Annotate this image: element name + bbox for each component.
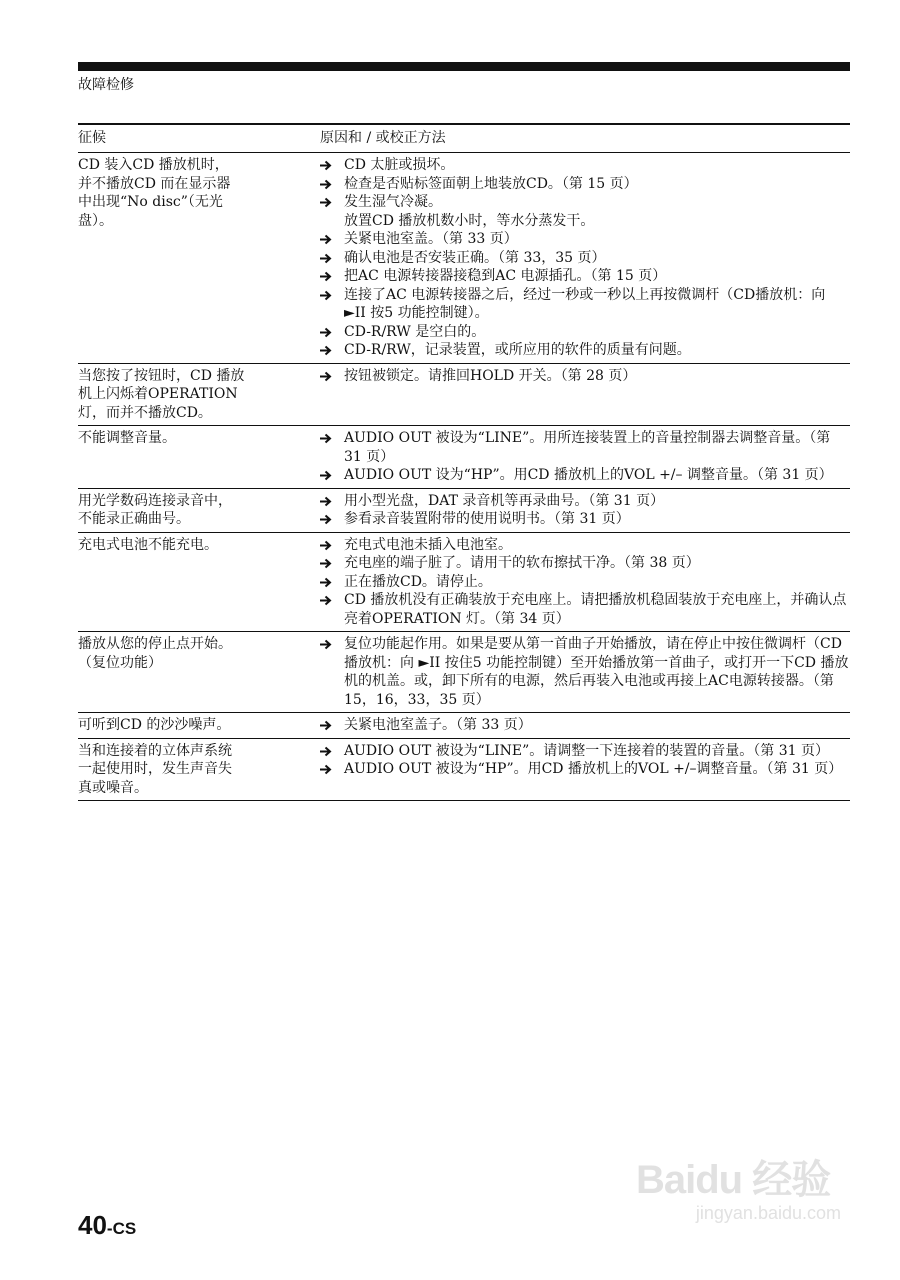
remedy-text: 充电式电池未插入电池室。 [344, 536, 512, 553]
arrow-icon [320, 267, 344, 286]
remedy-text: 关紧电池室盖。（第 33 页） [344, 231, 518, 247]
symptom-cell: 当和连接着的立体声系统 一起使用时，发生声音失 真或噪音。 [78, 742, 232, 796]
table-row [78, 153, 850, 364]
arrow-icon [320, 742, 344, 761]
remedy-item [320, 341, 850, 360]
remedy-item [320, 466, 850, 485]
remedy-item [320, 554, 850, 573]
remedy-text: 检查是否贴标签面朝上地装放CD。（第 15 页） [344, 175, 638, 192]
arrow-icon [320, 230, 344, 249]
watermark-logo: Baidu 经验 [636, 1158, 831, 1202]
remedy-text: 正在播放CD。请停止。 [344, 573, 492, 590]
remedy-cell [320, 426, 850, 488]
section-title: 故障检修 [78, 77, 134, 93]
remedy-item [320, 249, 850, 268]
remedy-text: 复位功能起作用。如果是要从第一首曲子开始播放，请在停止中按住微调杆（CD 播放机：向 ►II 按住5 功能控制键）至开始播放第一首曲子，或打开一下CD 播放机的机盖。或，卸下所有的电源，然后再装入电池或再接上AC电源转接器。（第 15，16，33，35 页） [344, 636, 849, 708]
remedy-text: 参看录音装置附带的使用说明书。（第 31 页） [344, 511, 630, 527]
remedy-text: 用小型光盘，DAT 录音机等再录曲号。（第 31 页） [344, 492, 665, 509]
arrow-icon [320, 492, 344, 511]
remedy-cell [320, 713, 850, 738]
remedy-text: 发生湿气冷凝。 放置CD 播放机数小时，等水分蒸发干。 [344, 194, 595, 229]
arrow-icon [320, 286, 344, 323]
remedy-text: CD 太脏或损坏。 [344, 157, 455, 173]
arrow-icon [320, 341, 344, 360]
remedy-text: 把AC 电源转接器接稳到AC 电源插孔。（第 15 页） [344, 268, 667, 284]
remedy-item [320, 367, 850, 386]
remedy-text: 确认电池是否安装正确。（第 33，35 页） [344, 249, 606, 266]
column-header-symptom: 征候 [78, 130, 106, 146]
remedy-text: 关紧电池室盖子。（第 33 页） [344, 717, 532, 733]
remedy-item [320, 175, 850, 194]
remedy-item [320, 591, 850, 628]
troubleshooting-table [78, 123, 850, 801]
table-row [78, 713, 850, 739]
table-row [78, 364, 850, 427]
remedy-item [320, 510, 850, 529]
arrow-icon [320, 193, 344, 230]
remedy-cell [320, 533, 850, 632]
arrow-icon [320, 760, 344, 779]
remedy-cell [320, 364, 850, 426]
remedy-item [320, 230, 850, 249]
arrow-icon [320, 466, 344, 485]
symptom-cell: 充电式电池不能充电。 [78, 536, 218, 553]
arrow-icon [320, 591, 344, 628]
baidu-watermark [636, 1158, 841, 1246]
symptom-cell: CD 装入CD 播放机时， 并不播放CD 而在显示器 中出现“No disc”（无光 盘）。 [78, 157, 231, 229]
top-rule [78, 62, 850, 71]
remedy-item [320, 429, 850, 466]
table-row [78, 739, 850, 802]
remedy-text: CD-R/RW，记录装置，或所应用的软件的质量有问题。 [344, 342, 691, 358]
arrow-icon [320, 573, 344, 592]
remedy-item [320, 156, 850, 175]
remedy-item [320, 760, 850, 779]
remedy-text: CD 播放机没有正确装放于充电座上。请把播放机稳固装放于充电座上，并确认点亮着OPERATION 灯。（第 34 页） [344, 592, 847, 627]
table-header [78, 125, 850, 153]
remedy-item [320, 492, 850, 511]
remedy-text: CD-R/RW 是空白的。 [344, 323, 486, 340]
table-row [78, 632, 850, 713]
remedy-text: 按钮被锁定。请推回HOLD 开关。（第 28 页） [344, 367, 637, 384]
arrow-icon [320, 554, 344, 573]
arrow-icon [320, 249, 344, 268]
arrow-icon [320, 367, 344, 386]
remedy-text: 连接了AC 电源转接器之后，经过一秒或一秒以上再按微调杆（CD播放机：向 ►II 按5 功能控制键）。 [344, 286, 826, 321]
remedy-cell [320, 489, 850, 532]
remedy-text: 充电座的端子脏了。请用干的软布擦拭干净。（第 38 页） [344, 555, 700, 571]
remedy-item [320, 635, 850, 709]
remedy-cell [320, 153, 850, 363]
remedy-text: AUDIO OUT 被设为“HP”。用CD 播放机上的VOL +/–调整音量。（第 31 页） [344, 761, 843, 777]
symptom-cell: 用光学数码连接录音中， 不能录正确曲号。 [78, 492, 232, 527]
symptom-cell: 不能调整音量。 [78, 430, 176, 446]
remedy-item [320, 716, 850, 735]
page-number: 40-CS [78, 1210, 137, 1240]
symptom-cell: 当您按了按钮时，CD 播放 机上闪烁着OPERATION 灯，而并不播放CD。 [78, 367, 245, 421]
remedy-item [320, 536, 850, 555]
table-row [78, 533, 850, 633]
remedy-item [320, 193, 850, 230]
remedy-cell [320, 632, 850, 712]
remedy-item [320, 573, 850, 592]
remedy-cell [320, 739, 850, 801]
arrow-icon [320, 429, 344, 466]
table-row [78, 489, 850, 533]
arrow-icon [320, 510, 344, 529]
symptom-cell: 播放从您的停止点开始。 （复位功能） [78, 636, 232, 671]
remedy-text: AUDIO OUT 设为“HP”。用CD 播放机上的VOL +/– 调整音量。（第 31 页） [344, 467, 833, 483]
table-body [78, 153, 850, 801]
remedy-text: AUDIO OUT 被设为“LINE”。用所连接装置上的音量控制器去调整音量。（第 31 页） [344, 430, 831, 465]
remedy-item [320, 323, 850, 342]
remedy-item [320, 286, 850, 323]
remedy-item [320, 267, 850, 286]
arrow-icon [320, 635, 344, 709]
remedy-item [320, 742, 850, 761]
arrow-icon [320, 716, 344, 735]
symptom-cell: 可听到CD 的沙沙噪声。 [78, 717, 231, 733]
arrow-icon [320, 175, 344, 194]
table-row [78, 426, 850, 489]
column-header-remedy: 原因和 / 或校正方法 [320, 130, 446, 146]
remedy-text: AUDIO OUT 被设为“LINE”。请调整一下连接着的装置的音量。（第 31 页） [344, 742, 829, 759]
watermark-url: jingyan.baidu.com [695, 1203, 841, 1223]
arrow-icon [320, 323, 344, 342]
arrow-icon [320, 536, 344, 555]
arrow-icon [320, 156, 344, 175]
